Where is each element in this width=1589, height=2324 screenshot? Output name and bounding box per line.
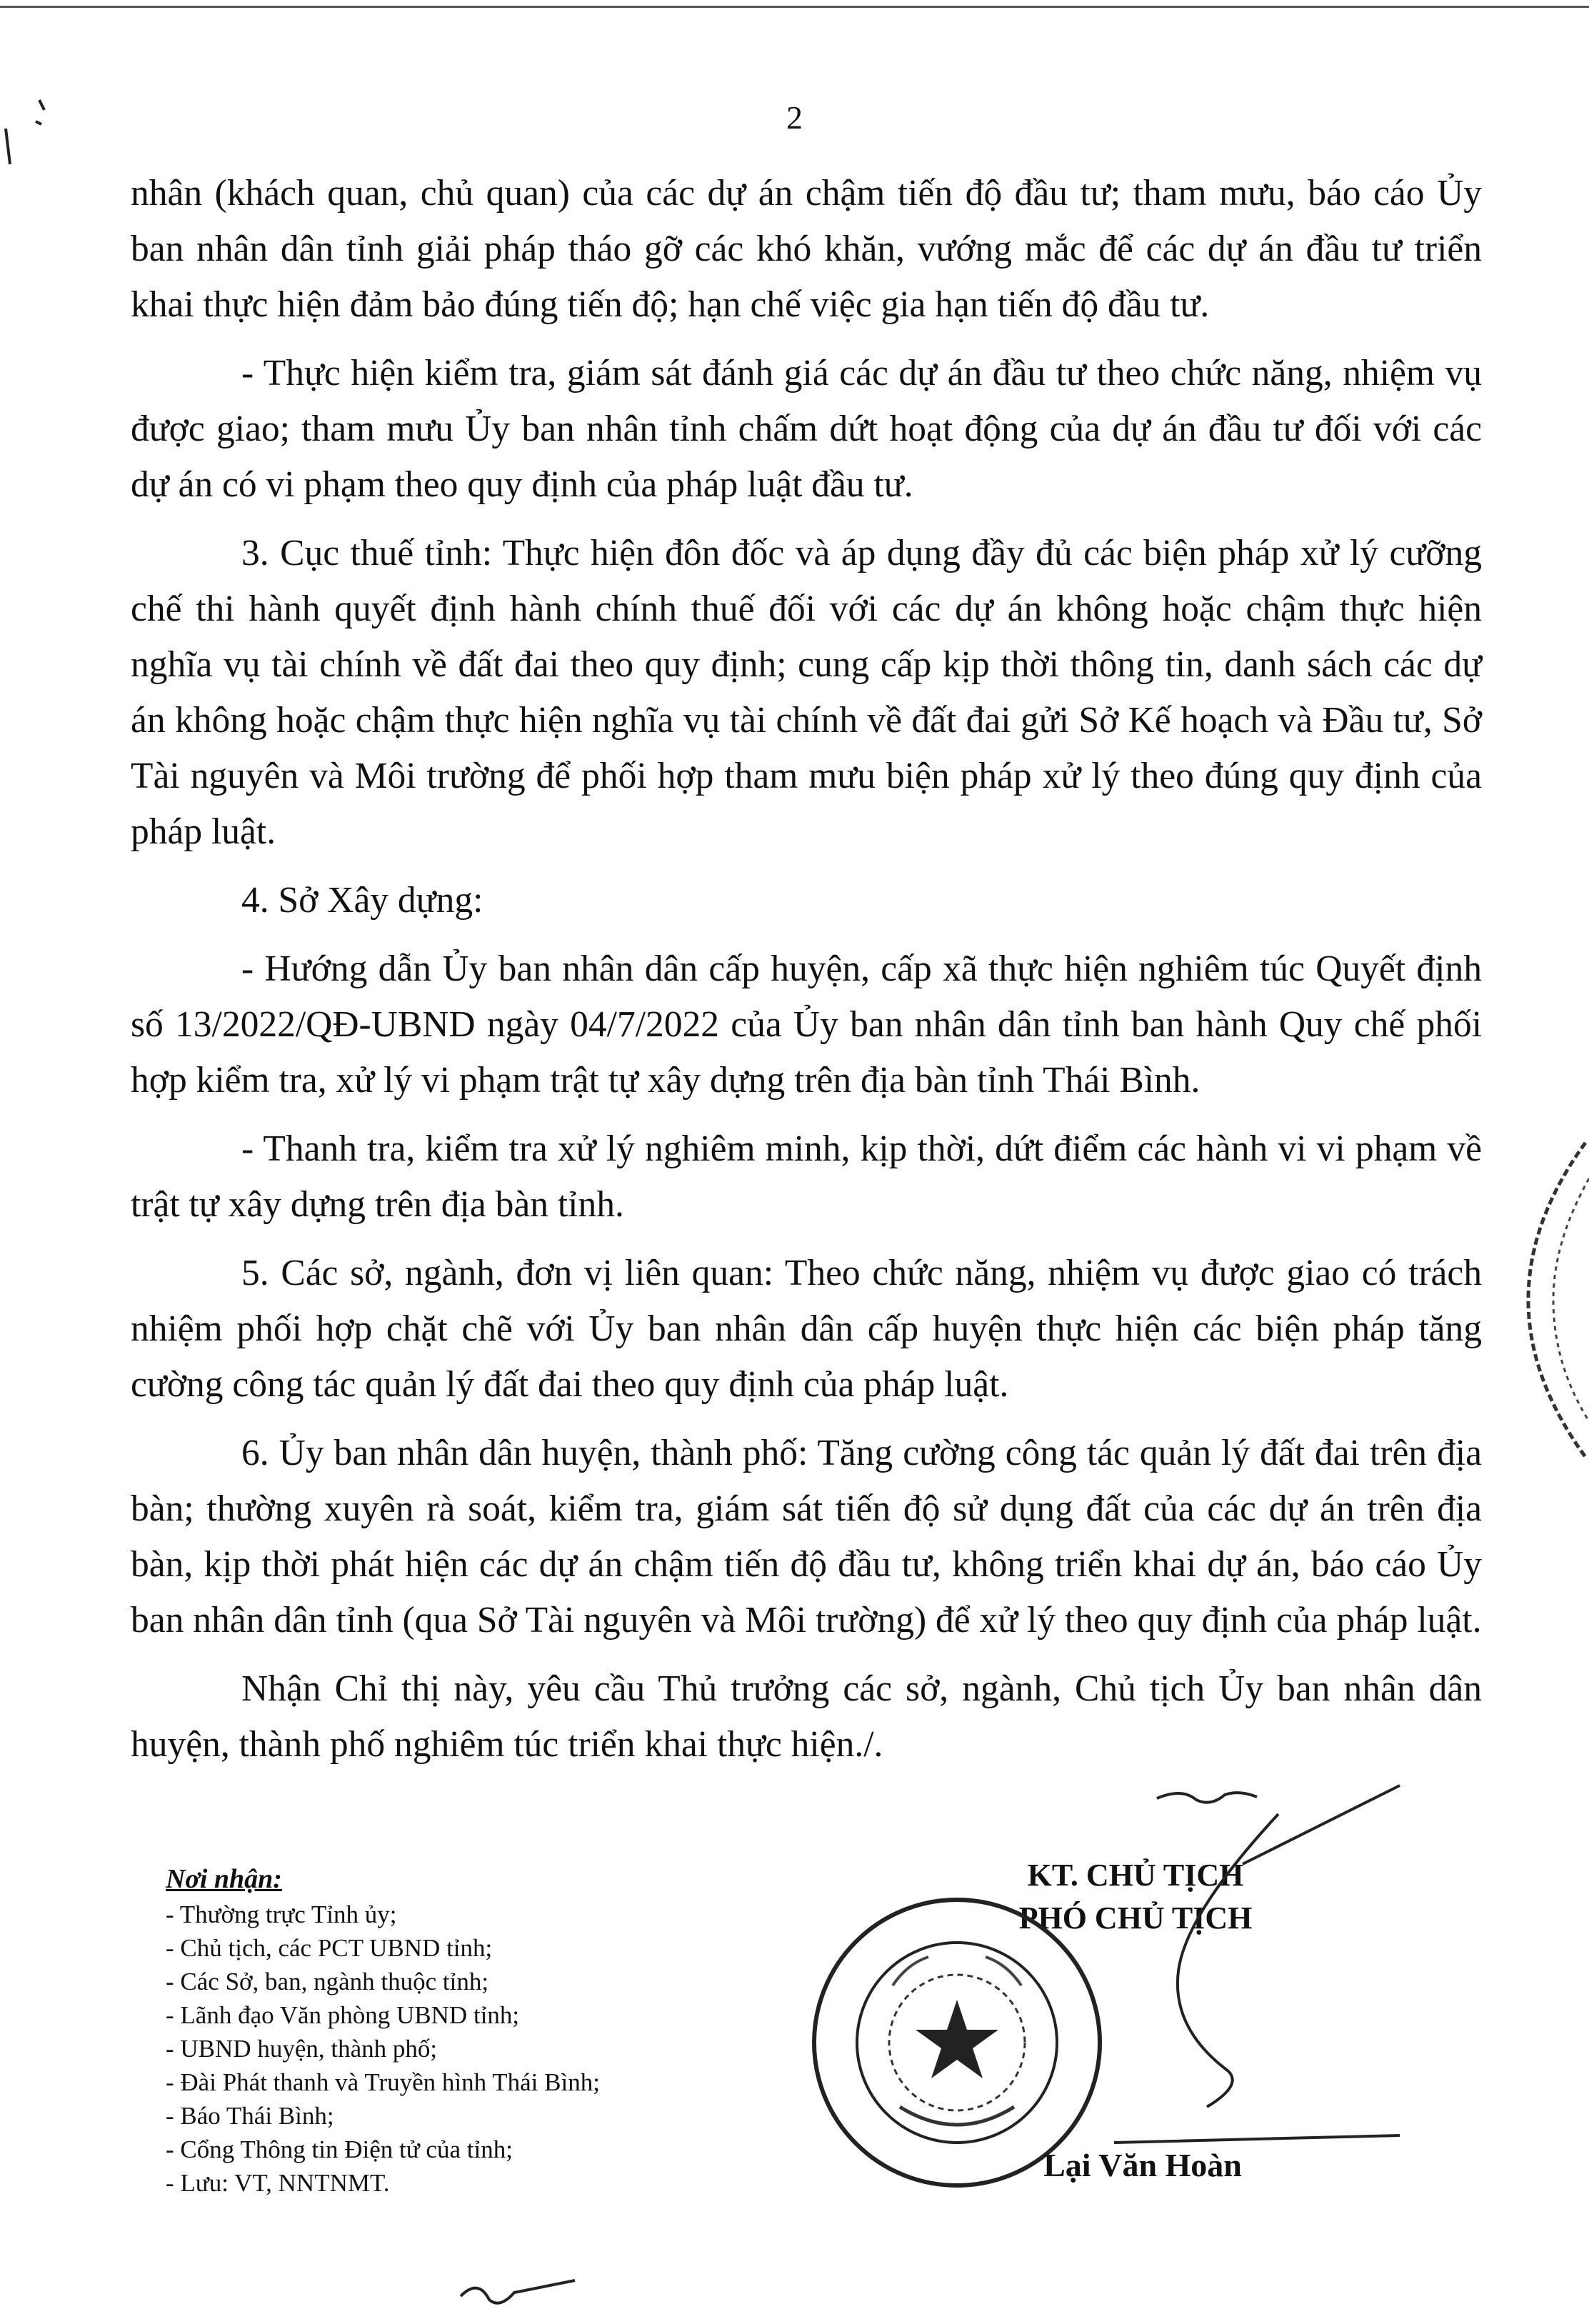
- paragraph: 3. Cục thuế tỉnh: Thực hiện đôn đốc và áp dụng đầy đủ các biện pháp xử lý cưỡng chế thi hành quyết định hành chính thuế đối với các dự án không hoặc chậm thực hiện nghĩa vụ tài chính về đất đai theo quy định; cung cấp kịp thời thông tin, danh sách các dự án không hoặc chậm thực hiện nghĩa vụ tài chính về đất đai gửi Sở Kế hoạch và Đầu tư, Sở Tài nguyên và Môi trường để phối hợp tham mưu biện pháp xử lý theo đúng quy định của pháp luật.: [131, 533, 1482, 852]
- page-number: 2: [786, 99, 803, 136]
- recipient-item: - Chủ tịch, các PCT UBND tỉnh;: [166, 1934, 493, 1962]
- recipient-item: - Thường trực Tỉnh ủy;: [166, 1900, 397, 1928]
- paragraph: - Thực hiện kiểm tra, giám sát đánh giá các dự án đầu tư theo chức năng, nhiệm vụ được giao; tham mưu Ủy ban nhân tỉnh chấm dứt hoạt động của dự án đầu tư đối với các dự án có vi phạm theo quy định của pháp luật đầu tư.: [131, 353, 1482, 505]
- scan-top-edge: [0, 6, 1589, 8]
- document-body: [131, 166, 1482, 1773]
- recipients-list: [166, 1898, 780, 2200]
- paragraph: Nhận Chỉ thị này, yêu cầu Thủ trưởng các sở, ngành, Chủ tịch Ủy ban nhân dân huyện, thành phố nghiêm túc triển khai thực hiện./.: [131, 1668, 1482, 1765]
- paragraph: nhân (khách quan, chủ quan) của các dự án chậm tiến độ đầu tư; tham mưu, báo cáo Ủy ban nhân dân tỉnh giải pháp tháo gỡ các khó khăn, vướng mắc để các dự án đầu tư triển khai thực hiện đảm bảo đúng tiến độ; hạn chế việc gia hạn tiến độ đầu tư.: [131, 173, 1482, 325]
- overlap-stamp-edge-icon: [1485, 1136, 1589, 1464]
- recipient-item: - Lãnh đạo Văn phòng UBND tỉnh;: [166, 2001, 520, 2029]
- paragraph: 4. Sở Xây dựng:: [241, 880, 483, 921]
- recipient-item: - Lưu: VT, NNTNMT.: [166, 2169, 390, 2197]
- recipient-item: - Báo Thái Bình;: [166, 2102, 334, 2130]
- initials-mark-icon: [457, 2275, 578, 2310]
- signature-title-2: PHÓ CHỦ TỊCH: [1018, 1900, 1253, 1935]
- signature-title-1: KT. CHỦ TỊCH: [1027, 1858, 1244, 1893]
- recipients-heading: Nơi nhận:: [166, 1864, 282, 1894]
- paragraph: 6. Ủy ban nhân dân huyện, thành phố: Tăng cường công tác quản lý đất đai trên địa bàn; thường xuyên rà soát, kiểm tra, giám sát tiến độ sử dụng đất của các dự án trên địa bàn, kịp thời phát hiện các dự án chậm tiến độ đầu tư, không triển khai dự án, báo cáo Ủy ban nhân dân tỉnh (qua Sở Tài nguyên và Môi trường) để xử lý theo quy định của pháp luật.: [131, 1433, 1482, 1641]
- recipient-item: - UBND huyện, thành phố;: [166, 2035, 438, 2063]
- initials-mark-icon: [1153, 1784, 1260, 1813]
- paragraph: 5. Các sở, ngành, đơn vị liên quan: Theo chức năng, nhiệm vụ được giao có trách nhiệm phối hợp chặt chẽ với Ủy ban nhân dân cấp huyện thực hiện các biện pháp tăng cường công tác quản lý đất đai theo quy định của pháp luật.: [131, 1253, 1482, 1405]
- signer-name: Lại Văn Hoàn: [1043, 2147, 1242, 2183]
- paragraph: - Hướng dẫn Ủy ban nhân dân cấp huyện, cấp xã thực hiện nghiêm túc Quyết định số 13/2022/QĐ-UBND ngày 04/7/2022 của Ủy ban nhân dân tỉnh ban hành Quy chế phối hợp kiểm tra, xử lý vi phạm trật tự xây dựng trên địa bàn tỉnh Thái Bình.: [131, 948, 1482, 1101]
- recipient-item: - Đài Phát thanh và Truyền hình Thái Bình;: [166, 2068, 600, 2096]
- handwritten-signature-icon: [1100, 1771, 1443, 2171]
- recipients-block: [166, 1863, 780, 2200]
- paragraph: - Thanh tra, kiểm tra xử lý nghiêm minh, kịp thời, dứt điểm các hành vi vi phạm về trật tự xây dựng trên địa bàn tỉnh.: [131, 1128, 1482, 1225]
- recipient-item: - Các Sở, ban, ngành thuộc tỉnh;: [166, 1968, 489, 1995]
- recipient-item: - Cổng Thông tin Điện tử của tỉnh;: [166, 2135, 513, 2163]
